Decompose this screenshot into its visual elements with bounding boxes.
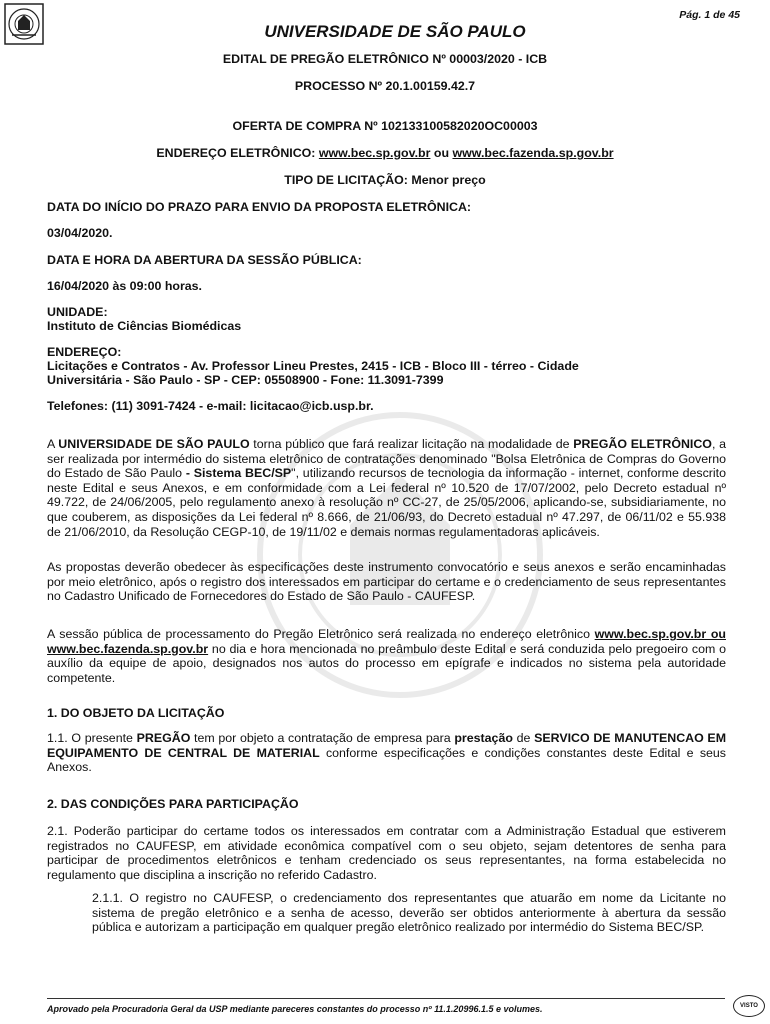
university-title: UNIVERSIDADE DE SÃO PAULO xyxy=(264,22,526,41)
text: A xyxy=(47,437,59,451)
intro-paragraph xyxy=(47,437,726,539)
text: prestação xyxy=(454,731,513,745)
text: tem por objeto a contratação de empresa para xyxy=(190,731,455,745)
text: 1.1. O presente xyxy=(47,731,137,745)
text: de xyxy=(512,731,535,745)
section-2-title: 2. DAS CONDIÇÕES PARA PARTICIPAÇÃO xyxy=(47,797,299,811)
visto-stamp: VISTO xyxy=(733,995,765,1017)
bec-fazenda-link[interactable]: www.bec.fazenda.sp.gov.br xyxy=(452,146,614,160)
section-2-1-text: 2.1. Poderão participar do certame todos os interessados em contratar com a Administração Estadual que estiverem registrados no CAUFESP, em atividade econômica compatível com o seu objeto, sejam detentores de senha para participar de procedimentos eletrônicos e tenham credenciado os seus representantes, na forma estabelecida no regulamento que disciplina a inscrição no referido Cadastro. xyxy=(47,824,726,882)
unidade-value: Instituto de Ciências Biomédicas xyxy=(47,319,242,333)
endereco-line1: Licitações e Contratos - Av. Professor Lineu Prestes, 2415 - ICB - Bloco III - térreo - Cidade xyxy=(47,359,579,373)
section-2-1-1-text: 2.1.1. O registro no CAUFESP, o credenciamento dos representantes que atuarão em nome da Licitante no sistema de pregão eletrônico e a senha de acesso, deverão ser obtidos anteriormente à abertura da sessão pública e autorizam a participação em qualquer pregão eletrônico realizado por intermédio do Sistema BEC/SP. xyxy=(92,891,726,935)
abertura-value: 16/04/2020 às 09:00 horas. xyxy=(47,279,202,293)
telefones: Telefones: (11) 3091-7424 - e-mail: licitacao@icb.usp.br. xyxy=(47,399,374,413)
tipo-licitacao: TIPO DE LICITAÇÃO: Menor preço xyxy=(284,173,486,187)
prazo-label: DATA DO INÍCIO DO PRAZO PARA ENVIO DA PROPOSTA ELETRÔNICA: xyxy=(47,200,472,214)
section-1-title: 1. DO OBJETO DA LICITAÇÃO xyxy=(47,706,225,720)
text: no dia e hora mencionada no preâmbulo deste Edital e será conduzida pelo pregoeiro com o auxílio da equipe de apoio, designados nos autos do processo em epígrafe e indicados no sistema pela autoridade competente. xyxy=(47,641,726,685)
text: conforme especificações e condições constantes deste Edital e seus Anexos. xyxy=(47,745,726,775)
prazo-value: 03/04/2020. xyxy=(47,226,113,240)
endereco-label: ENDEREÇO: xyxy=(47,345,122,359)
ou-text: ou xyxy=(433,146,450,160)
sessao-paragraph xyxy=(47,627,726,685)
endereco-line2: Universitária - São Paulo - SP - CEP: 05508900 - Fone: 11.3091-7399 xyxy=(47,373,444,387)
text: PREGÃO ELETRÔNICO xyxy=(573,437,712,451)
text: UNIVERSIDADE DE SÃO PAULO xyxy=(58,437,250,451)
oferta-number: OFERTA DE COMPRA Nº 102133100582020OC00003 xyxy=(232,119,538,133)
footer-text: Aprovado pela Procuradoria Geral da USP mediante pareceres constantes do processo nº 11.1.20996.1.5 e volumes. xyxy=(47,1004,543,1014)
edital-title: EDITAL DE PREGÃO ELETRÔNICO Nº 00003/2020 - ICB xyxy=(222,52,548,66)
text: SERVICO DE MANUTENCAO EM EQUIPAMENTO DE CENTRAL DE MATERIAL xyxy=(47,731,727,760)
endereco-eletronico xyxy=(0,146,770,160)
section-1-text xyxy=(47,731,726,775)
bec-link[interactable]: www.bec.sp.gov.br xyxy=(318,146,431,160)
page-number: Pág. 1 de 45 xyxy=(679,9,740,21)
bec-links[interactable]: www.bec.sp.gov.br ou www.bec.fazenda.sp.gov.br xyxy=(47,627,726,656)
footer-divider xyxy=(47,998,725,999)
abertura-label: DATA E HORA DA ABERTURA DA SESSÃO PÚBLICA: xyxy=(47,253,362,267)
text: A sessão pública de processamento do Pregão Eletrônico será realizada no endereço eletrônico xyxy=(47,627,595,641)
text: , a ser realizada por intermédio do sistema eletrônico de contratações denominado "Bolsa Eletrônica de Compras do Governo do Estado de São Paulo xyxy=(47,437,727,481)
endereco-label: ENDEREÇO ELETRÔNICO: xyxy=(156,146,316,160)
text: torna público que fará realizar licitação na modalidade de xyxy=(249,437,574,451)
text: - Sistema BEC/SP xyxy=(185,466,292,481)
propostas-paragraph: As propostas deverão obedecer às especificações deste instrumento convocatório e seus anexos e serão encaminhadas por meio eletrônico, após o registro dos interessados em participar do certame e o credenciamento de seus representantes no Cadastro Unificado de Fornecedores do Estado de São Paulo - CAUFESP. xyxy=(47,560,726,604)
processo-number: PROCESSO Nº 20.1.00159.42.7 xyxy=(294,79,476,93)
unidade-label: UNIDADE: xyxy=(47,305,108,319)
text: PREGÃO xyxy=(136,731,191,745)
text: ", utilizando recursos de tecnologia da informação - internet, conforme descrito neste Edital e seus Anexos, e em conformidade com a Lei federal nº 10.520 de 17/07/2002, pelo Decreto estadual nº 49.722, de 24/06/2005, pelo regulamento anexo à resolução nº CC-27, de 25/05/2006, aplicando-se, subsidiariamente, no que couberem, as disposições da Lei federal nº 8.666, de 21/06/93, do Decreto estadual nº 47.297, de 06/11/02 e 55.938 de 21/06/2010, da Resolução CEGP-10, de 19/11/02 e demais normas regulamentadoras aplicáveis. xyxy=(47,466,727,539)
